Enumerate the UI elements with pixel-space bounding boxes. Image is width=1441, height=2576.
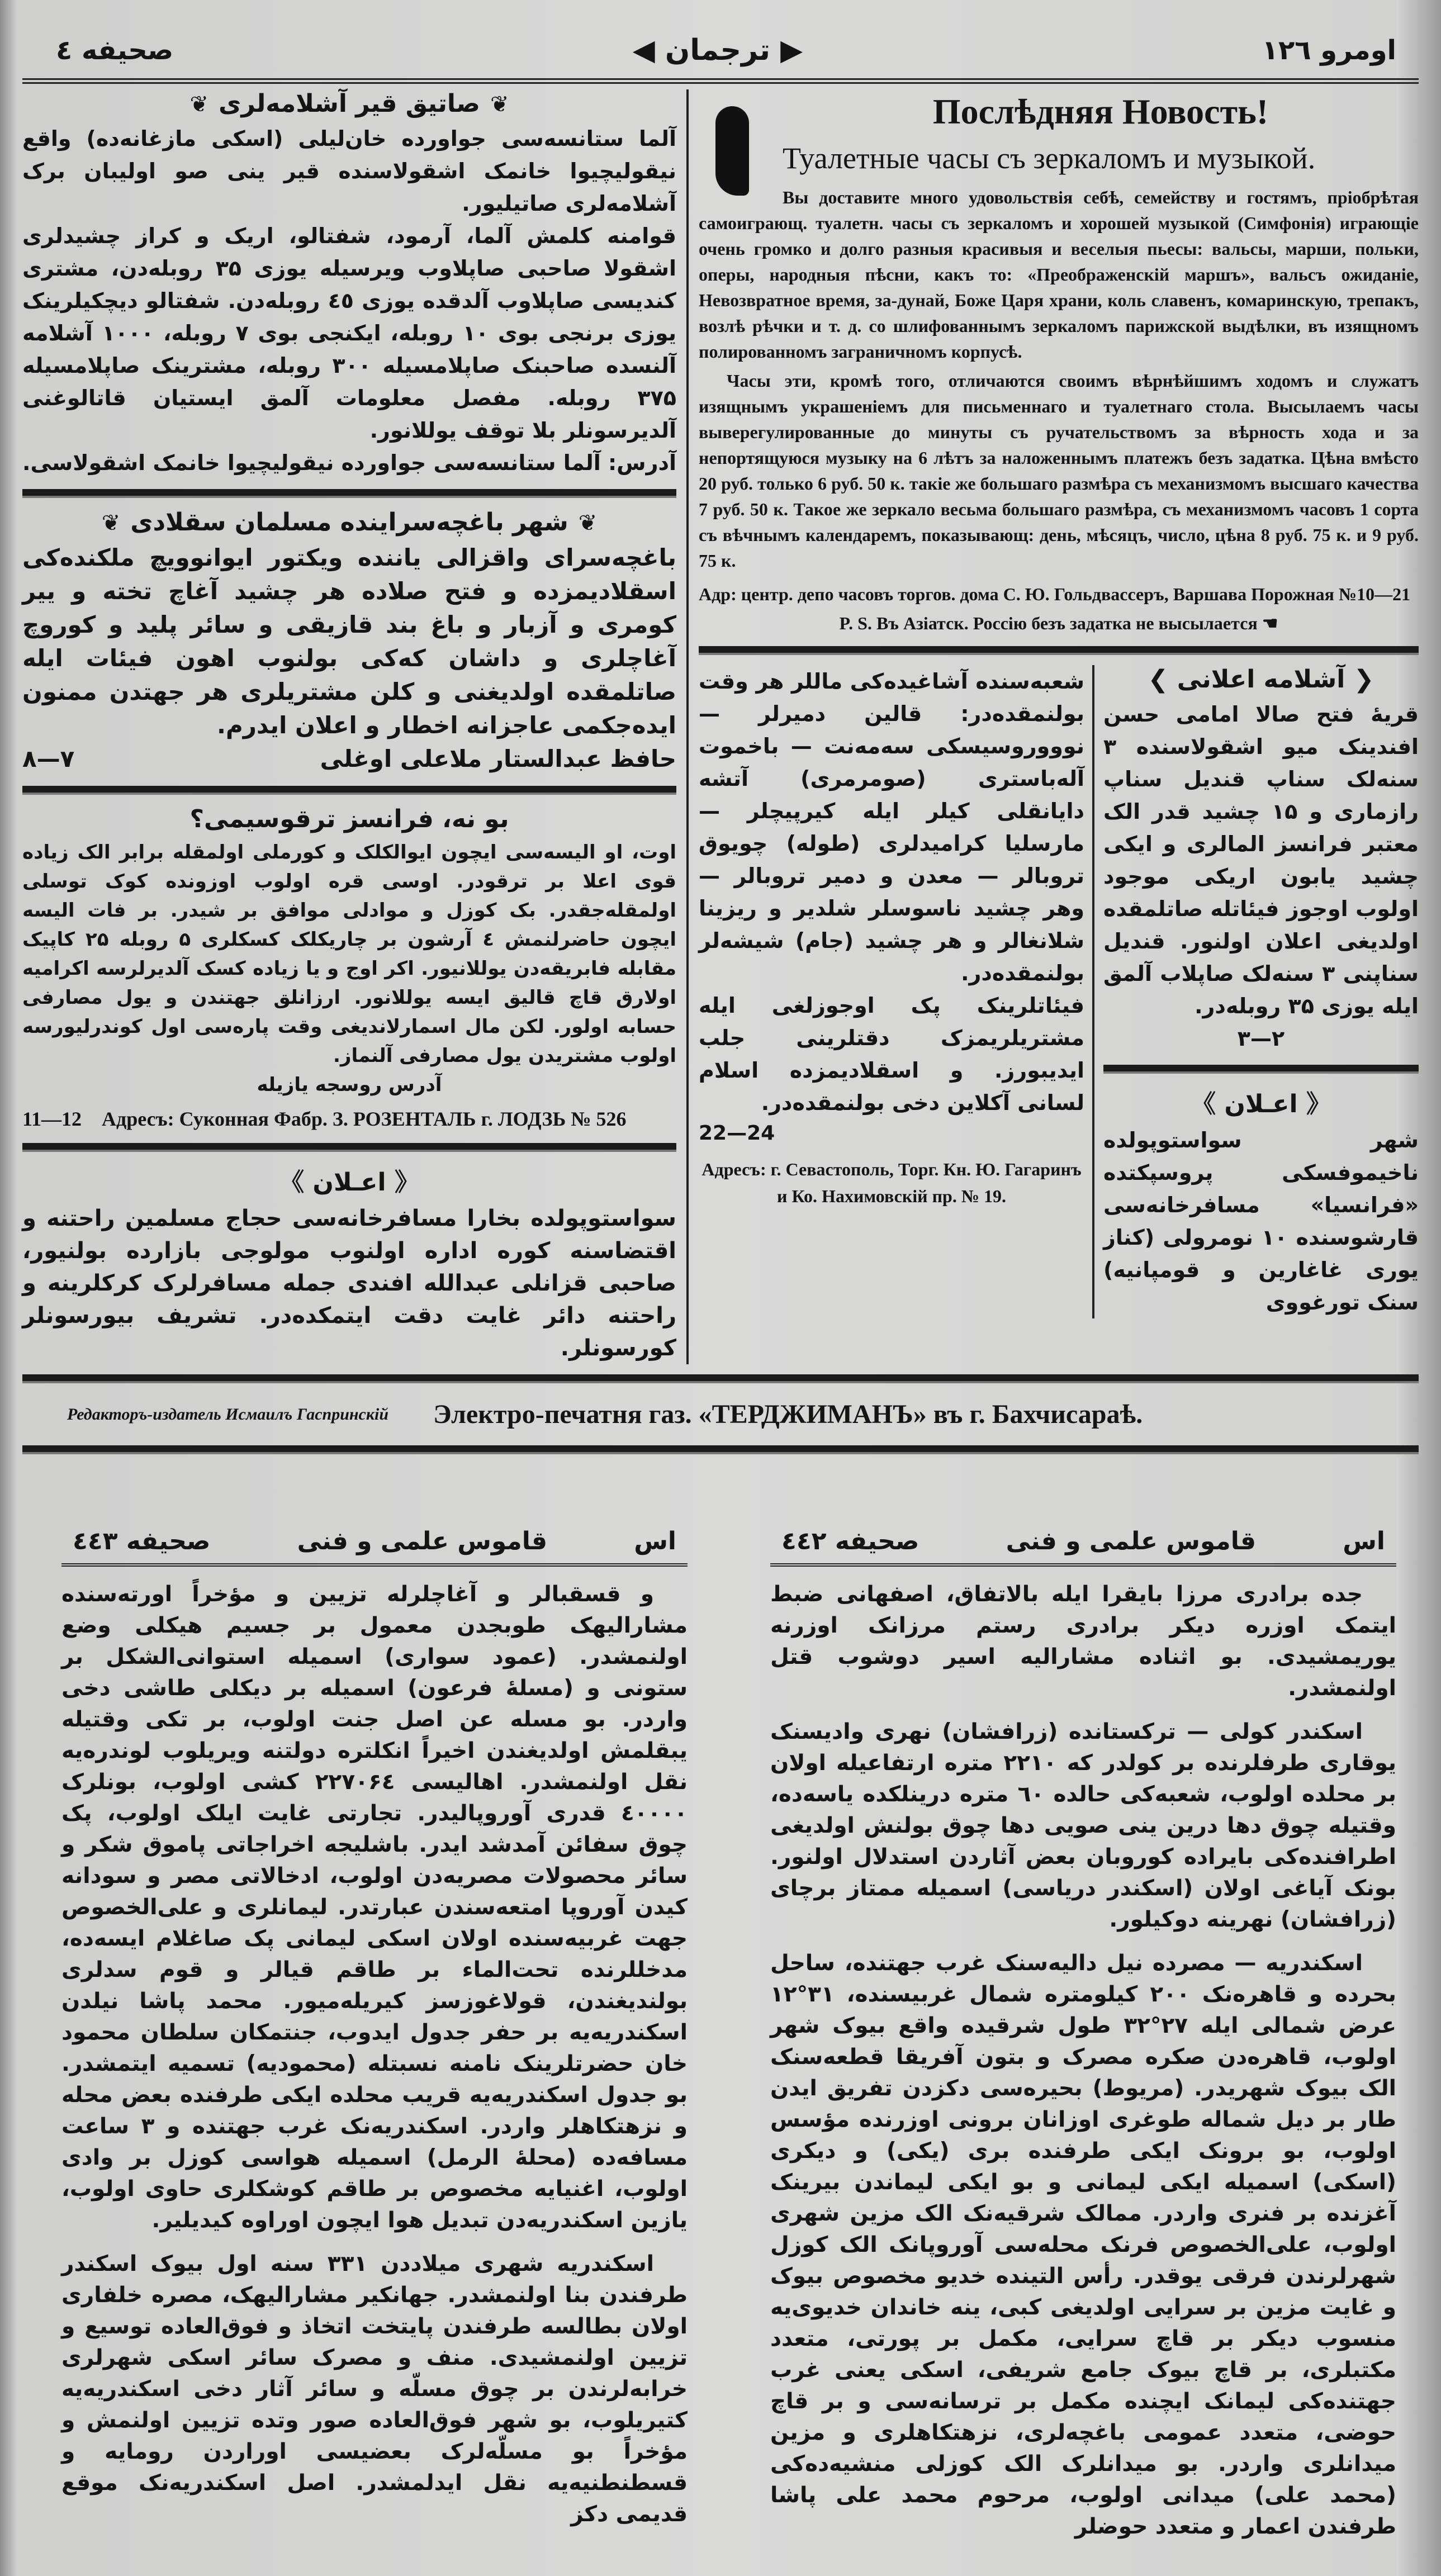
paper-name [633,34,803,67]
ornament-icon: ❦ [578,510,598,536]
ad-french-cloth [22,805,676,1133]
ornament-icon: 《 [1297,1090,1331,1118]
ad-address: Адресъ: Суконная Фабр. З. РОЗЕНТАЛЬ г. ЛОДЗЬ № 526 [102,1108,627,1130]
right-column [689,89,1419,1364]
ad-body: اوت، او الیسه‌سی ایچون ایوالکلک و کورملی اولمقله برابر الک زیاده قوی اعلا بر ترقودر. اوسی قره اولوب اوزونده کوک توسلی اولمقله‌جقدر. بک کوزل و موادلی موافق بر شیدر. بر فات الیسه ایچون حاضرلنمش ٤ آرشون بر چاریکلک کسکلری ۵ روبله ۲۵ کاپیک مقابله فابریقه‌دن یوللانیور. اکر اوج و یا زیاده کسک آلدیرلرسه اکرامیه اولارق قاچ قالیق ایسه یوللانور. ارزانلق جهتندن و یول مصارفی حسابه اولور. لکن مال اسمارلاندیغی وقت پاره‌سی اول کوندرلیورسه اولوب مشتریدن یول مصارفی آلنماز. [22,841,676,1067]
ad-address-row [22,1105,676,1133]
letter-heading: اس [1343,1527,1385,1555]
footer-rule [22,1374,1419,1383]
ad-title-text: آشلامه اعلانی [1177,665,1345,694]
entry-paragraph: اسکندریه — مصرده نیل دالیه‌سنک غرب جهتنده، ساحل بحرده و قاهره‌نک ۲۰۰ کیلومتره شمال غربیسنده، ۳۱°۱۲ عرض شمالی ایله ۲۷°۳۲ طول شرقیده واقع بیوک شهر اولوب، قاهره‌دن صکره مصرک و بتون آفریقا قطعه‌سنک الک بیوک شهریدر. (مریوط) بحیره‌سی دکزدن تفریق ایدن طار بر دیل شماله طوغری اوزانان برونی اوزرنده مؤسس اولوب، بو برونک ایکی طرفنده بری (یکی) و دیکری (اسکی) اسمیله ایکی لیمانی و بو ایکی لیماندن بیرینک آغزنده بر فنری واردر. ممالک شرقیه‌نک الک مزین شهری اولوب، علی‌الخصوص فرنک محله‌سی آوروپانک الک کوزل شهرلرندن فرقی یوقدر. رأس التینده خدیو مخصوص بیوک و غایت مزین بر سرایی اولدیغی کبی، ینه خاندان خدیوی‌یه منسوب دیکر بر قاچ سرایی، مکمل بر پورتی، متعدد مکتبلری، بر قاچ بیوک جامع شریفی، اسکی یعنی غرب جهتنده‌کی لیمانک ایچنده مکمل بر ترسانه‌سی و بر قاچ حوضی، متعدد عمومی باغچه‌لری، نزهتکاهلری و مزین میدانلری واردر. بو میدانلرک الک کوزلی منشیه‌ده‌کی (محمد علی) میدانی اولوب، مرحوم محمد علی پاشا طرفندن اعمار و متعدد حوضلر [770,1951,1396,2539]
divider [1103,1065,1419,1074]
ornament-icon: ❦ [490,92,509,117]
ad-title [1103,1084,1419,1119]
top-section [22,89,1419,1364]
ad-toilet-clock [699,89,1419,636]
lower-pages [22,1527,1419,2542]
ad-timber-warehouse [22,508,676,776]
ad-postscript: P. S. Въ Азіатск. Россію безъ задатка не высылается [839,613,1258,633]
ad-title [1103,665,1419,694]
ad-address: آدرس: آلما ستانسه‌سی جواورده نیقولیچیوا خانمک اشقولاسی. [22,450,676,475]
entry-paragraph: اسکندریه شهری میلاددن ۳۳۱ سنه اول بیوک اسکندر طرفندن بنا اولنمشدر. جهانکیر مشارالیهک، مصره خلفاری اولان بطالسه طرفندن پایتخت اتخاذ و فوق‌العاده توسیع و تزیین اولنمشیدی. منف و مصرک سائر اسکی شهرلری خرابه‌لرندن بر چوق مسلّه و سائر آثار دخی اسکندریه‌یه کتیریلوب، بو شهر فوق‌العاده صور وتده تزیین اولنمش و مؤخراً بو مسلّه‌لرک بعضیسی اوراردن رومایه و قسطنطنیه‌یه نقل ایدلمشدر. اصل اسکندریه‌نک موقع قدیمی دکز [61,2251,688,2527]
ad-signature: حافظ عبدالستار ملاعلی اوغلی [320,745,676,772]
ad-body: باغچه‌سرای واقزالی یاننده ویکتور ایوانوویچ ملکنده‌کی اسقلادیمزده و فتح صلاده هر چشید آغاچ تخته و ییر کومری و آزبار و باغ بند قازیقی و سائر پلید و کوروچ آغاچلری و داشان که‌کی بولنوب اهون فیئات ایله صاتلمقده اولدیغنی و کلن مشتریلری هر جهتدن ممنون ایده‌جکمی عاجزانه اخطار و اعلان ایدرم. [22,544,676,739]
pointing-hand-icon: ☚ [1262,613,1278,633]
ad-title-text: اعـلان [312,1168,386,1197]
ad-address-note: آدرس روسجه یازیله [257,1074,442,1096]
ad-number: ۲—۳ [1237,1026,1285,1051]
ornament-icon: ❯ [1148,665,1177,694]
letter-heading: اس [634,1527,676,1555]
entry-paragraph: اسکندر کولی — ترکستانده (زرافشان) نهری وادیسنک یوقاری طرفلرنده بر کولدر که ۲۲۱۰ متره ارتفاعیله اولان بر محلده اولوب، شعبه‌کی حالده ٦۰ متره درینلکده یاسه‌ده، وقتیله چوق دها درین ینی صویی دها چوق بولنش اولدیغی اطرافنده‌کی بایراده کوروبان بعض آثاردن استدلال اولنور. بونک آیاغی اولان (اسکندر دریاسی) اسمیله ممتاز برچای (زرافشان) نهرینه دوکیلور. [770,1719,1396,1932]
footer-rule [22,1445,1419,1454]
ad-title-text: صاتیق قیر آشلامه‌لری [219,89,480,118]
page-label: صحیفه ٤ [56,35,174,66]
ad-paragraph: Вы доставите много удовольствія себѣ, семейству и гостямъ, пріобрѣтая самоиграющ. туалетн. часы съ зеркаломъ и хорошей музыкой (Симфонія) играющіе очень громко и долго разныя красивыя и веселыя пьесы: вальсы, марши, польки, оперы, народныя пѣсни, какъ то: «Преображенскій маршъ», вальсъ ожиданіе, Невозвратное время, за-дунай, Боже Царя храни, коль славенъ, комаринскую, трепакъ, возлѣ рѣчки и т. д. со шлифованнымъ зеркаломъ парижской выдѣлки, въ изящномъ полированномъ заграничномъ корпусѣ. [699,187,1419,362]
ad-france-hotel [1103,1084,1419,1318]
ad-sapling-notice [1103,665,1419,1055]
ornament-left-icon: ◀ [632,34,655,67]
page-number: صحیفه ٤٤٣ [73,1527,211,1555]
ad-title: بو نه، فرانسز ترقوسیمی؟ [189,805,509,833]
editor-line: Редакторъ-издатель Исмаилъ Гаспринскій [67,1405,389,1424]
footer [22,1393,1419,1435]
ad-body: قریهٔ فتح صالا امامی حسن افندینک میو اشقولاسنده ۳ سنه‌لک سناپ قندیل سناپ رازماری و ۱۵ چشید قدر الک معتبر فرانسز المالری و ایکی چشید یابون اریکی موجود اولوب اوجوز فیئاتله صاتلمقده اولدیغی اعلان اولنور. قندیل سناپنی ۳ سنه‌لک صاپلاب آلمق ایله یوزی ۳۵ روبله‌در. [1103,702,1419,1018]
ornament-icon: 》 [279,1168,313,1197]
ad-title-text: اعـلان [1224,1090,1298,1118]
ad-title [22,89,676,118]
ornament-icon: ❦ [189,92,209,117]
divider [22,489,676,498]
entry-paragraph: و قسقبالر و آغاچلرله تزیین و مؤخراً اورته‌سنده مشارالیهک طوبجدن معمول بر جسیم هیکلی وضع اولنمشدر. (عمود سواری) اسمیله استوانی‌الشکل بر ستونی و (مسلهٔ فرعون) اسمیله بر دیکلی طاشی دخی واردر. بو مسله عن اصل جنت اولوب، بر تکی وقتیله یبقلمش اولدیغندن اخیراً انکلتره دولتنه ویریلوب لوندره‌یه نقل اولنمشدر. اهالیسی ۲۲۷۰۶٤ کشی اولوب، بونلرک ٤۰۰۰۰ قدری آوروپالیدر. تجارتی غایت ایلک اولوب، پک چوق سفائن آمدشد ایدر. باشلیجه اخراجاتی پاموق شکر و سائر محصولات مصریه‌دن اولوب، ادخالاتی مصر و سودانه کیدن آوروپا امتعه‌سندن عبارتدر. لیمانلری و علی‌الخصوص جهت غربیه‌سنده اولان اسکی لیمانی پک صاغلام ایسه‌ده، مدخللرنده تحت‌الماء بر طاقم قیالر و قوم سدلری بولندیغندن، قولاغوزسز کیریله‌میور. محمد پاشا نیلدن اسکندریه‌یه بر حفر جدول ایدوب، جنتمکان سلطان محمود خان حضرتلرینک نامنه نسبتله (محمودیه) تسمیه ایتمشدر. بو جدول اسکندریه‌یه قریب محلده ایکی طرفنده بعض محله و نزهتکاهلر واردر. اسکندریه‌نک غرب جهتنده و ۳ ساعت مسافه‌ده (محلهٔ الرمل) اسمیله هواسی کوزل بر وادی اولوب، اغنیایه مخصوص بر طاقم کوشکلری حاوی اولوب، یازین اسکندریه‌دن تبدیل هوا ایچون اوراوه کیدیلیر. [61,1582,688,2233]
printer-line: Электро-печатня газ. «ТЕРДЖИМАНЪ» въ г. Бахчисараѣ. [433,1400,1143,1429]
dictionary-page-442 [770,1527,1396,2542]
issue-number: اومرو ١٢٦ [1262,35,1396,66]
page-header [770,1527,1396,1567]
ad-paragraph: آلما ستانسه‌سی جواورده خان‌لیلی (اسکی مازغانه‌ده) واقع نیقولیچیوا خانمک اشقولاسنده قیر ینی صو اولیبان برک آشلامه‌لری صاتیلیور. [22,126,676,216]
right-subcolumn [1094,665,1419,1318]
right-subcolumns [699,665,1419,1318]
ornament-icon: 《 [386,1168,419,1197]
ad-body: شهر سواستوپولده ناخیموفسکی پروسپکتده «فرانسیا» مسافرخانه‌سی قارشوسنده ۱۰ نومرولی (کناز یوری غاغارین و قومپانیه) سنک تورغووی [1103,1128,1419,1315]
ornament-icon: ❦ [101,510,121,536]
ornament-right-icon: ▶ [780,34,803,67]
ornament-icon: ❮ [1345,665,1374,694]
ad-title-text: شهر باغچه‌سراینده مسلمان سقلادی [130,508,568,537]
page-number: صحیفه ٤٤٢ [781,1527,919,1555]
dictionary-page-443 [61,1527,688,2542]
ad-body: سواستوپولده بخارا مسافرخانه‌سی حجاج مسلمین راحتنه و اقتضاسنه کوره اداره اولنوب مولوجی بازارده بولنیور، صاحبی قزانلی عبدالله افندی جمله مسافرلرک کرکلرینه و راحتنه دائر غایت دقت ایتمکده‌در. تشریف بیورسونلر کورسونلر. [22,1206,676,1361]
page-header [61,1527,688,1567]
dictionary-title: قاموس علمی و فنی [1006,1527,1257,1555]
ad-number: 22—24 [699,1122,775,1145]
ad-body: فیئاتلرینک پک اوجوزلغی ایله مشتریلریمزک دقتلرینی جلب ایدیبورز. و اسقلادیمزده اسلام لسانی آکلاین دخی بولنمقده‌در. [699,993,1084,1115]
ad-number: ۷—۸ [22,745,75,772]
paper-name-text: ترجمان [665,34,771,67]
masthead [22,22,1419,84]
ad-bukhara-inn [22,1162,676,1364]
clock-figure-illustration [715,106,749,196]
ad-paragraph: قوامنه کلمش آلما، آرمود، شفتالو، اریک و کراز چشیدلری اشقولا صاحبی صاپلاوب ویرسیله یوزی ۳۵ روبله‌دن، مشتری کندیسی صاپلاوب آلدقده یوزی ٤٥ روبله‌دن. شفتالو دیچکیلرینک یوزی برنجی بوی ۱۰ روبله، ایکنجی بوی ۷ روبله، ۱۰۰۰ آشلامه آلنسده صاحبنک صاپلامسیله ۳۰۰ روبله، مشترینک صاپلامسیله ۳۷۵ روبله. مفصل معلومات آلمق ایستیان قاتالوغنی آلدیرسونلر بلا توقف یوللانور. [22,224,676,443]
ad-subtitle: Туалетные часы съ зеркаломъ и музыкой. [783,141,1316,175]
ad-signature-row [22,742,676,776]
ad-body: شعبه‌سنده آشاغیده‌کی ماللر هر وقت بولنمقده‌در: قالین دمیرلر — نوووروسیسکی سه‌مه‌نت — باخموت آله‌باستری (صومرمری) آتشه دایانقلی کیلر ایله کیرپیچلر — مارسلیا کرامیدلری (طوله) چویوق تروبالر — معدن و دمیر تروبالر — وهر چشید ناسوسلر شلدیر و ریزینا شلانغالر و هر چشید (جام) شیشه‌لر بولنمقده‌در. [699,669,1084,985]
left-column [22,89,689,1364]
ad-title [22,1162,676,1198]
entry-paragraph: جده برادری مرزا بایقرا ایله بالاتفاق، اصفهانی ضبط ایتمک اوزره دیکر برادری رستم مرزانک اوزرنه یوریمشیدی. بو اثناده مشارالیه اسیر دوشوب قتل اولنمشدر. [770,1582,1396,1701]
ad-title: Послѣдняя Новость! [932,92,1269,131]
ad-title [22,508,676,537]
ad-paragraph: Часы эти, кромѣ того, отличаются своимъ вѣрнѣйшимъ ходомъ и служатъ изящнымъ украшеніемъ для письменнаго и туалетнаго стола. Высылаемъ часы выверегулированные до минуты съ ручательствомъ за вѣрность хода и за непортящуюся музыку на 6 лѣтъ за наложеннымъ платежъ безъ задатка. Цѣна вмѣсто 20 руб. только 6 руб. 50 к. такіе же большаго размѣра съ механизмомъ высшаго качества 7 руб. 50 к. Такое же зеркало весьма большаго размѣра, съ механизмомъ часовъ 1 сорта съ вѣчнымъ календаремъ, показывающ: день, мѣсяцъ, число, цѣна 8 руб. 75 к. и 9 руб. 75 к. [699,371,1419,571]
ad-building-materials [699,665,1094,1318]
divider [699,646,1419,655]
ad-postscript-row [699,610,1419,636]
ad-number: 11—12 [22,1108,82,1130]
ornament-icon: 》 [1191,1090,1225,1118]
ad-address: Адр: центр. депо часовъ торгов. дома С. Ю. Гольдвассеръ, Варшава Порожная №10—21 [699,584,1411,604]
divider [22,1143,676,1152]
divider [22,786,676,795]
ad-address: Адресъ: г. Севастополь, Торг. Кн. Ю. Гагаринъ и Ко. Нахимовскій пр. № 19. [701,1159,1082,1206]
ad-fruit-saplings [22,89,676,479]
dictionary-title: قاموس علمی و فنی [297,1527,548,1555]
